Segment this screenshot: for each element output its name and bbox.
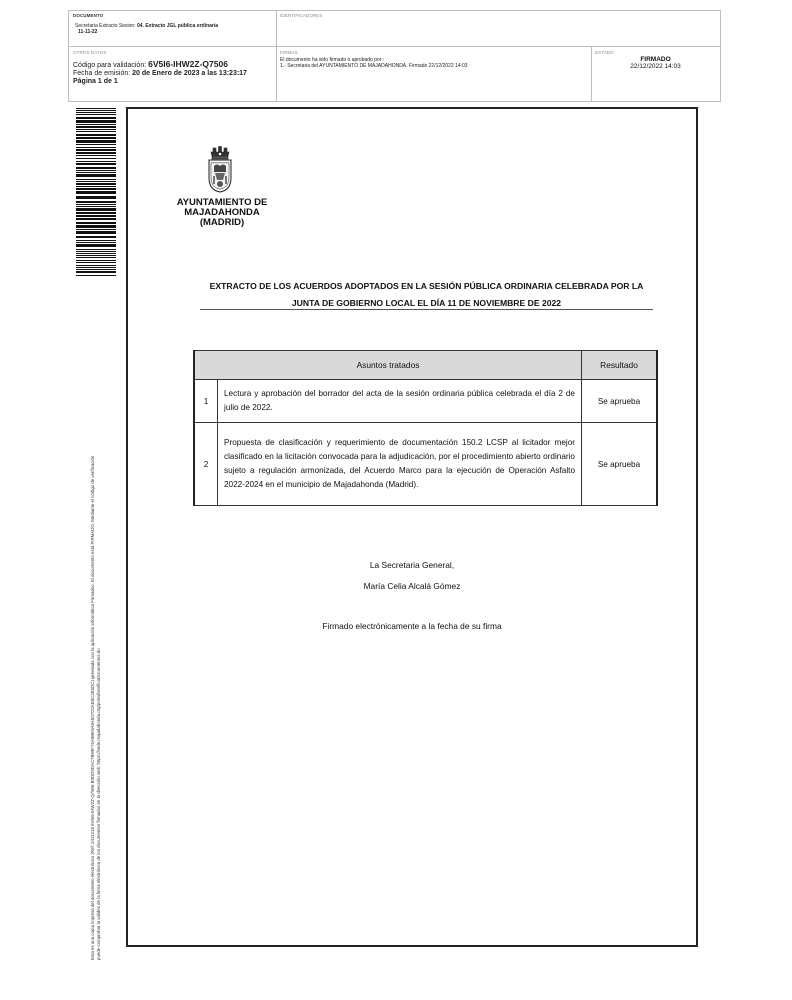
table-header-row — [194, 351, 657, 380]
signature-role: La Secretaria General, — [369, 560, 455, 570]
organization-name — [172, 198, 272, 228]
agenda-table — [193, 350, 658, 506]
documento-title: 04. Extracto JGL pública ordinaria — [136, 23, 219, 29]
documento-cell — [69, 11, 276, 37]
firmas-line1: El documento ha sido firmado o aprobado por : — [280, 57, 385, 63]
documento-label: DOCUMENTO — [73, 13, 104, 18]
table-row — [194, 423, 657, 506]
identificadores-cell — [276, 11, 720, 20]
estado-value: FIRMADO — [640, 56, 671, 63]
org-line2: MAJADAHONDA — [184, 207, 260, 218]
row-number: 1 — [194, 380, 218, 423]
signature-note: Firmado electrónicamente a la fecha de su firma — [322, 621, 502, 631]
side-text-line2: puede comprobar la validez de la firma electrónica de los documentos firmados en la dirección web: https://sede.majadahonda.org/portal/verificaDocumentos.do — [96, 648, 101, 960]
row-number: 2 — [194, 423, 218, 506]
row-result: Se aprueba — [582, 423, 658, 506]
row-result: Se aprueba — [582, 380, 658, 423]
codigo-validacion — [73, 60, 272, 70]
row-description: Lectura y aprobación del borrador del acta de la sesión ordinaria pública celebrada el día 2 de julio de 2022. — [218, 380, 582, 423]
firmas-label: FIRMAS — [280, 50, 298, 55]
estado-cell — [591, 48, 720, 72]
header-resultado: Resultado — [582, 351, 658, 380]
otros-datos-label: OTROS DATOS — [73, 50, 107, 55]
documento-date: 11-11-22 — [78, 29, 98, 35]
codigo-prefix: Código para validación: — [73, 62, 149, 69]
codigo-value: 6V5I6-IHW2Z-Q7506 — [148, 59, 228, 69]
fecha-prefix: Fecha de emisión: — [73, 70, 133, 77]
estado-label: ESTADO — [595, 50, 614, 55]
row-description: Propuesta de clasificación y requerimiento de documentación 150.2 LCSP al licitador mejor clasificado en la licitación convocada para la adjudicación, por el procedimiento abierto ordinario sujeto a regulación armonizada, del Acuerdo Marco para la ejecución de Operación Asfalto 2022-2024 en el municipio de Majadahonda (Madrid). — [218, 423, 582, 506]
document-header — [68, 10, 721, 102]
org-line3: (MADRID) — [199, 217, 245, 228]
org-line1: AYUNTAMIENTO DE — [176, 197, 268, 208]
documento-prefix: Secretaria Extracto Sesion: — [75, 23, 137, 29]
barcode-image — [76, 108, 116, 276]
identificadores-label: IDENTIFICADORES — [280, 13, 323, 18]
documento-value — [73, 23, 272, 35]
pagina-info: Página 1 de 1 — [73, 78, 118, 85]
fecha-emision — [73, 70, 272, 78]
firmas-cell — [276, 48, 591, 71]
table-row — [194, 380, 657, 423]
title-underline — [200, 309, 653, 310]
verification-side-text — [90, 270, 102, 960]
document-page — [126, 107, 698, 947]
firmas-line2: 1.- Secretaria del AYUNTAMIENTO DE MAJADAHONDA. Firmado 22/12/2022 14:03 — [280, 63, 468, 69]
header-asuntos: Asuntos tratados — [194, 351, 582, 380]
estado-date: 22/12/2022 14:03 — [630, 63, 681, 70]
title-line2: JUNTA DE GOBIERNO LOCAL EL DÍA 11 DE NOVIEMBRE DE 2022 — [291, 298, 562, 308]
fecha-value: 20 de Enero de 2023 a las 13:23:17 — [132, 70, 247, 77]
document-title — [200, 278, 653, 312]
title-line1: EXTRACTO DE LOS ACUERDOS ADOPTADOS EN LA SESIÓN PÚBLICA ORDINARIA CELEBRADA POR LA — [209, 281, 644, 291]
side-text-line1: Esta es una copia impresa del documento electrónico (Ref: 2411218 6V5I6-IHW2Z-Q7506 B9DD9DAC7B99F74A5BE9A5A537C0AE8C2E6DC) generada con la aplicación informática Firmadoc. El documento está FIRMADO. Mediante el código de verificación — [90, 455, 95, 960]
signature-name: María Celia Alcalá Gómez — [363, 581, 461, 591]
coat-of-arms-icon — [204, 146, 236, 194]
otros-datos-cell — [69, 48, 276, 88]
